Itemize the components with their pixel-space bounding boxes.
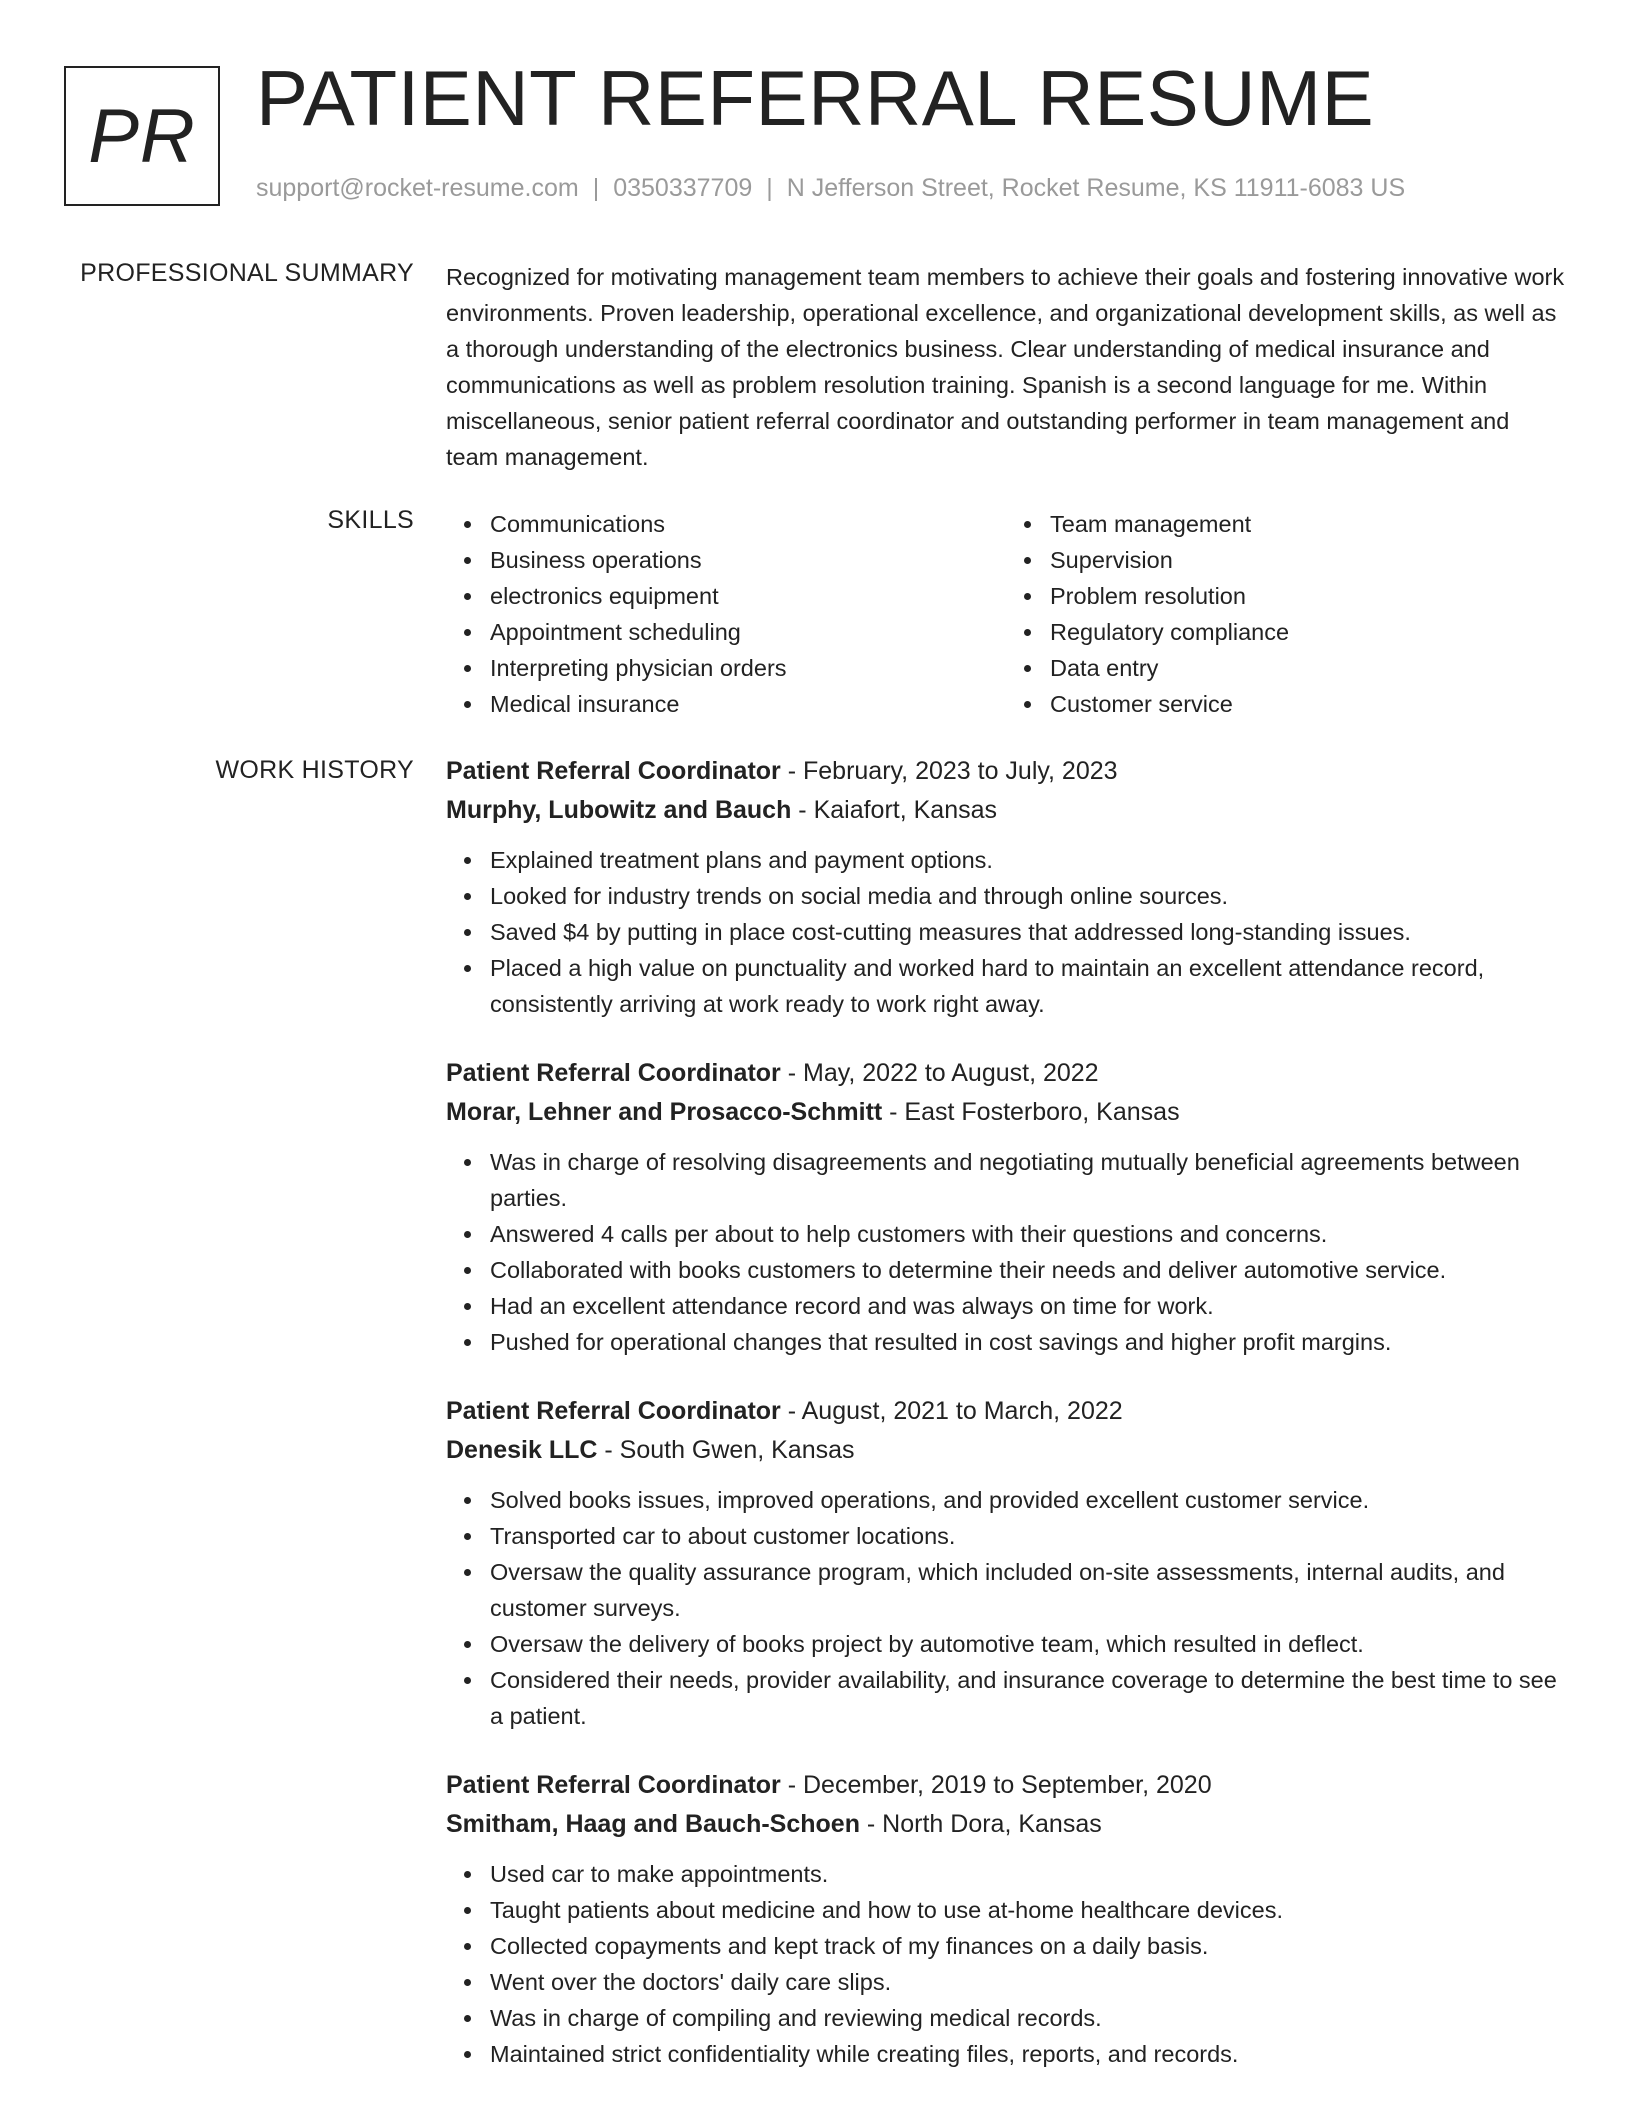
- skill-item: Data entry: [1050, 650, 1566, 686]
- job-bullets: [446, 1482, 1566, 1734]
- job-title: Patient Referral Coordinator: [446, 1059, 781, 1087]
- job-bullet: Answered 4 calls per about to help customers with their questions and concerns.: [490, 1216, 1566, 1252]
- job-title-line: [446, 1766, 1566, 1805]
- skill-item: Team management: [1050, 506, 1566, 542]
- job-company-line: [446, 1093, 1566, 1132]
- job-bullet: Oversaw the delivery of books project by automotive team, which resulted in deflect.: [490, 1626, 1566, 1662]
- monogram-initials: PR: [88, 93, 196, 179]
- contact-address: N Jefferson Street, Rocket Resume, KS 11911-6083 US: [786, 174, 1406, 202]
- skills-list-right: [1006, 506, 1566, 722]
- job-bullet: Was in charge of compiling and reviewing medical records.: [490, 2000, 1566, 2036]
- skill-item: Medical insurance: [490, 686, 1006, 722]
- job-bullets: [446, 1856, 1566, 2072]
- job-location: - East Fosterboro, Kansas: [882, 1098, 1180, 1126]
- job-dates: - August, 2021 to March, 2022: [780, 1397, 1123, 1425]
- monogram-box: [64, 66, 220, 206]
- resume-title: PATIENT REFERRAL RESUME: [256, 54, 1375, 142]
- job-entry: [446, 1392, 1566, 1734]
- job-title-line: [446, 1392, 1566, 1431]
- skill-item: Problem resolution: [1050, 578, 1566, 614]
- job-bullet: Oversaw the quality assurance program, which included on-site assessments, internal audits, and customer surveys.: [490, 1554, 1566, 1626]
- job-bullet: Saved $4 by putting in place cost-cutting measures that addressed long-standing issues.: [490, 914, 1566, 950]
- skill-item: Customer service: [1050, 686, 1566, 722]
- skill-item: Communications: [490, 506, 1006, 542]
- job-company: Murphy, Lubowitz and Bauch: [446, 796, 792, 824]
- contact-phone: 0350337709: [613, 174, 753, 202]
- job-location: - Kaiafort, Kansas: [791, 796, 998, 824]
- job-bullet: Maintained strict confidentiality while creating files, reports, and records.: [490, 2036, 1566, 2072]
- summary-body: [446, 259, 1566, 475]
- job-title-line: [446, 752, 1566, 791]
- job-location: - North Dora, Kansas: [859, 1810, 1102, 1838]
- job-bullet: Taught patients about medicine and how to use at-home healthcare devices.: [490, 1892, 1566, 1928]
- skill-item: Interpreting physician orders: [490, 650, 1006, 686]
- job-title: Patient Referral Coordinator: [446, 1771, 781, 1799]
- job-bullet: Placed a high value on punctuality and worked hard to maintain an excellent attendance record, consistently arriving at work ready to work right away.: [490, 950, 1566, 1022]
- contact-email: support@rocket-resume.com: [256, 174, 579, 202]
- job-title: Patient Referral Coordinator: [446, 1397, 781, 1425]
- job-bullet: Was in charge of resolving disagreements and negotiating mutually beneficial agreements between parties.: [490, 1144, 1566, 1216]
- skill-item: Supervision: [1050, 542, 1566, 578]
- summary-heading: PROFESSIONAL SUMMARY: [80, 259, 414, 287]
- job-company: Smitham, Haag and Bauch-Schoen: [446, 1810, 860, 1838]
- skill-item: Appointment scheduling: [490, 614, 1006, 650]
- contact-line: [256, 174, 1405, 203]
- job-entry: [446, 1766, 1566, 2072]
- job-dates: - May, 2022 to August, 2022: [780, 1059, 1099, 1087]
- job-dates: - February, 2023 to July, 2023: [780, 757, 1118, 785]
- job-bullet: Used car to make appointments.: [490, 1856, 1566, 1892]
- work-history-body: [446, 752, 1566, 2104]
- job-bullet: Pushed for operational changes that resulted in cost savings and higher profit margins.: [490, 1324, 1566, 1360]
- job-entry: [446, 752, 1566, 1022]
- work-history-heading: WORK HISTORY: [215, 756, 414, 784]
- job-company: Denesik LLC: [446, 1436, 598, 1464]
- job-bullet: Collected copayments and kept track of my finances on a daily basis.: [490, 1928, 1566, 1964]
- job-bullet: Looked for industry trends on social media and through online sources.: [490, 878, 1566, 914]
- skills-list-left: [446, 506, 1006, 722]
- skills-heading: SKILLS: [327, 506, 414, 534]
- job-title: Patient Referral Coordinator: [446, 757, 781, 785]
- job-bullet: Collaborated with books customers to determine their needs and deliver automotive service.: [490, 1252, 1566, 1288]
- job-company: Morar, Lehner and Prosacco-Schmitt: [446, 1098, 883, 1126]
- job-bullet: Went over the doctors' daily care slips.: [490, 1964, 1566, 2000]
- job-company-line: [446, 1431, 1566, 1470]
- job-entry: [446, 1054, 1566, 1360]
- job-bullets: [446, 1144, 1566, 1360]
- job-title-line: [446, 1054, 1566, 1093]
- job-company-line: [446, 1805, 1566, 1844]
- summary-text: Recognized for motivating management team members to achieve their goals and fostering innovative work environments. Proven leadership, operational excellence, and organizational development skills, as well as a thorough understanding of the electronics business. Clear understanding of medical insurance and communications as well as problem resolution training. Spanish is a second language for me. Within miscellaneous, senior patient referral coordinator and outstanding performer in team management and team management.: [446, 264, 1565, 470]
- job-bullet: Transported car to about customer locations.: [490, 1518, 1566, 1554]
- skill-item: Business operations: [490, 542, 1006, 578]
- job-dates: - December, 2019 to September, 2020: [780, 1771, 1212, 1799]
- job-bullets: [446, 842, 1566, 1022]
- contact-separator: |: [766, 174, 773, 202]
- job-bullet: Had an excellent attendance record and was always on time for work.: [490, 1288, 1566, 1324]
- job-location: - South Gwen, Kansas: [597, 1436, 855, 1464]
- job-bullet: Explained treatment plans and payment options.: [490, 842, 1566, 878]
- skills-columns: [446, 506, 1566, 722]
- skill-item: electronics equipment: [490, 578, 1006, 614]
- job-bullet: Solved books issues, improved operations, and provided excellent customer service.: [490, 1482, 1566, 1518]
- job-bullet: Considered their needs, provider availability, and insurance coverage to determine the best time to see a patient.: [490, 1662, 1566, 1734]
- contact-separator: |: [592, 174, 600, 202]
- skill-item: Regulatory compliance: [1050, 614, 1566, 650]
- skills-body: [446, 506, 1566, 722]
- job-company-line: [446, 791, 1566, 830]
